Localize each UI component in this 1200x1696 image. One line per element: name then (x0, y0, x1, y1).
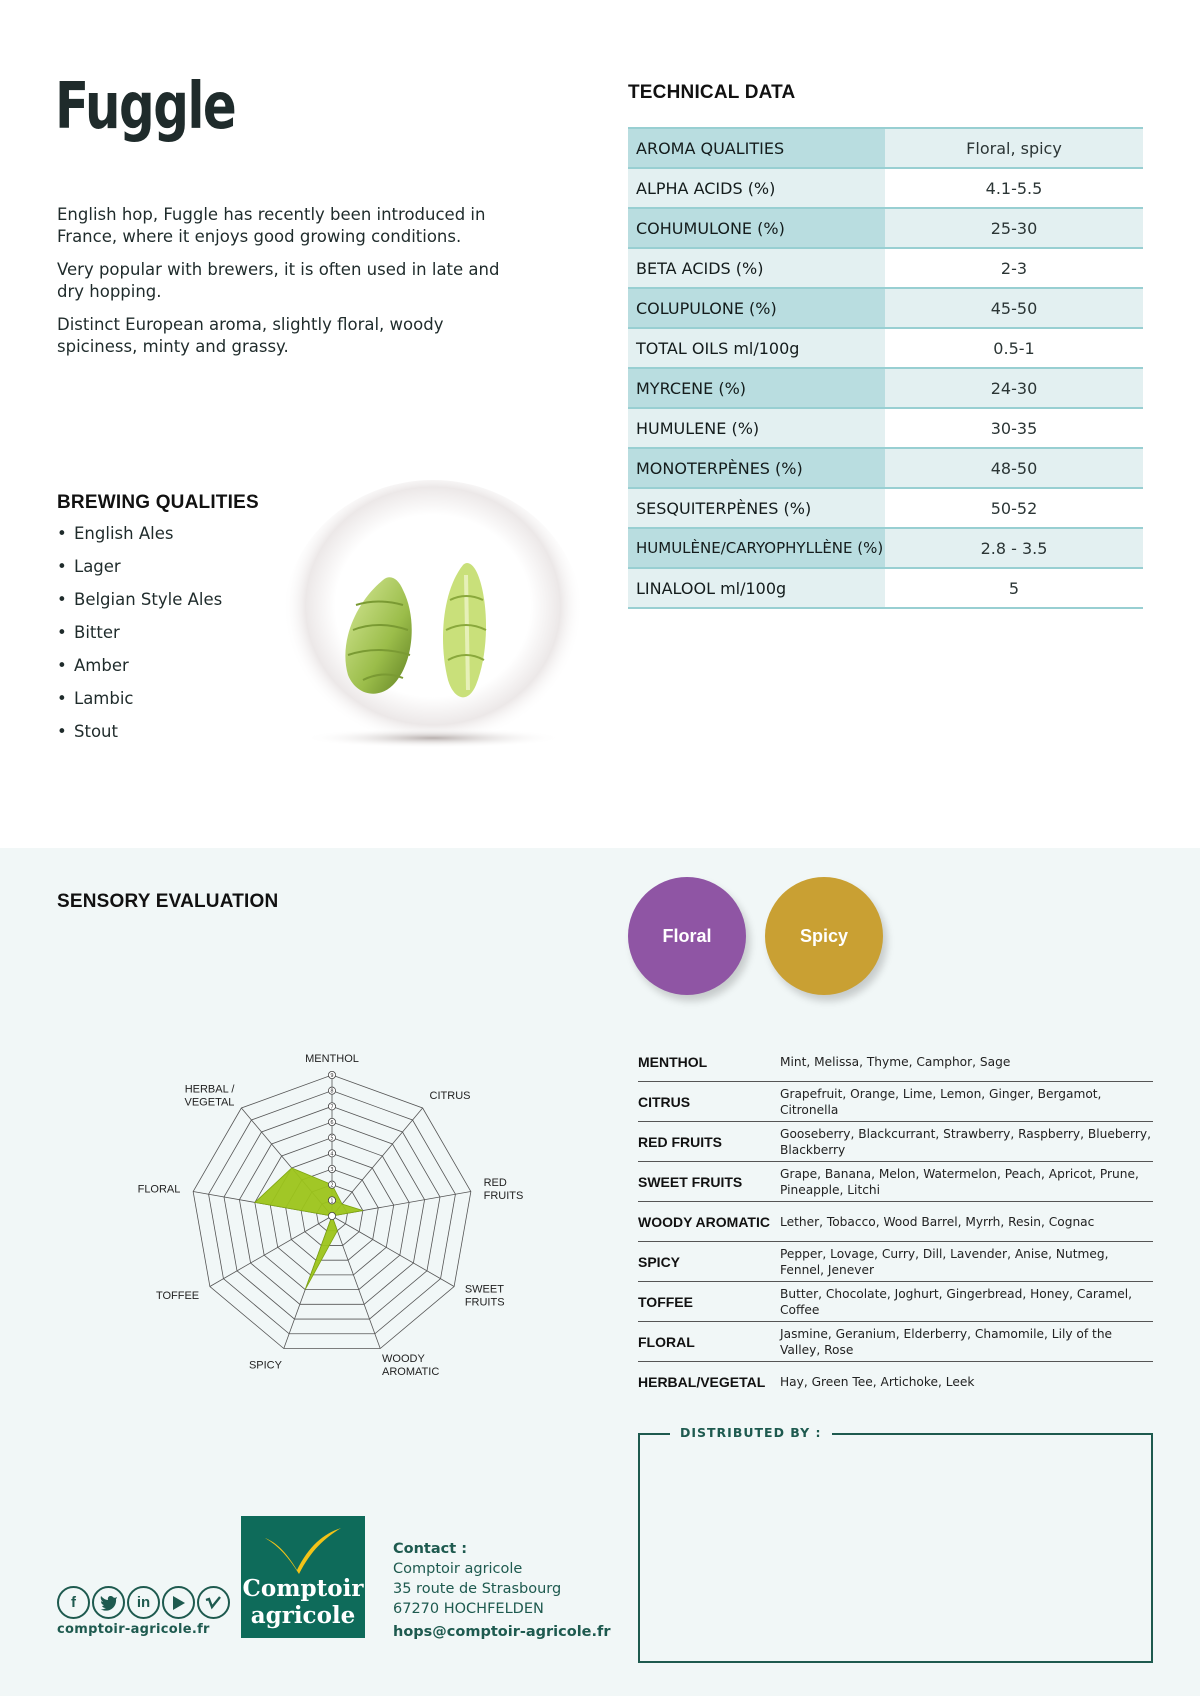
row-label: BETA ACIDS (%) (628, 248, 885, 288)
spicy-badge: Spicy (765, 877, 883, 995)
radar-axis-label: WOODY (382, 1352, 425, 1365)
intro-text (57, 204, 527, 369)
sensory-evaluation-title: SENSORY EVALUATION (57, 891, 279, 912)
table-row (628, 368, 1143, 408)
contact-name: Comptoir agricole (393, 1561, 523, 1577)
aroma-name: FLORAL (638, 1333, 695, 1350)
radar-axis-label: SWEET (464, 1283, 504, 1296)
radar-tick-label: 2 (330, 1182, 334, 1189)
row-label: COLUPULONE (%) (628, 288, 885, 328)
radar-tick-label: 3 (330, 1167, 334, 1173)
row-label: MYRCENE (%) (628, 368, 885, 408)
contact-city: 67270 HOCHFELDEN (393, 1601, 544, 1617)
aroma-desc: Mint, Melissa, Thyme, Camphor, Sage (780, 1054, 1011, 1069)
row-value: 2-3 (885, 248, 1143, 288)
aroma-name: SWEET FRUITS (638, 1173, 743, 1190)
row-value: 30-35 (885, 408, 1143, 448)
row-value: 48-50 (885, 448, 1143, 488)
table-row (628, 488, 1143, 528)
aroma-row (638, 1162, 1153, 1202)
radar-tick-label: 5 (330, 1135, 334, 1142)
aroma-desc: Jasmine, Geranium, Elderberry, Chamomile, Lily of the Valley, Rose (780, 1326, 1113, 1357)
website-link[interactable]: comptoir-agricole.fr (57, 1622, 210, 1637)
aroma-row (638, 1082, 1153, 1122)
aroma-row (638, 1042, 1153, 1082)
list-item: • Amber (57, 656, 129, 675)
aroma-row (638, 1362, 1153, 1402)
list-item: • Bitter (57, 623, 120, 642)
row-value: 45-50 (885, 288, 1143, 328)
table-row (628, 248, 1143, 288)
row-label: AROMA QUALITIES (628, 128, 885, 168)
aroma-list (638, 1042, 1153, 1402)
table-row (628, 168, 1143, 208)
logo-line-2: agricole (250, 1602, 356, 1629)
row-label: LINALOOL ml/100g (628, 568, 885, 608)
facebook-icon[interactable]: f (57, 1586, 90, 1619)
aroma-row (638, 1322, 1153, 1362)
aroma-desc: Hay, Green Tee, Artichoke, Leek (780, 1375, 975, 1389)
aroma-desc: Butter, Chocolate, Joghurt, Gingerbread, Honey, Caramel, Coffee (780, 1286, 1133, 1317)
linkedin-icon[interactable]: in (127, 1586, 160, 1619)
row-label: ALPHA ACIDS (%) (628, 168, 885, 208)
row-value: 24-30 (885, 368, 1143, 408)
brewing-qualities-title: BREWING QUALITIES (57, 492, 259, 513)
sensory-radar-chart (110, 1040, 570, 1400)
contact-email[interactable]: hops@comptoir-agricole.fr (393, 1624, 611, 1640)
table-row (628, 328, 1143, 368)
row-value: Floral, spicy (885, 128, 1143, 168)
technical-data-title: TECHNICAL DATA (628, 82, 796, 103)
radar-center-marker (328, 1212, 335, 1219)
row-value: 2.8 - 3.5 (885, 528, 1143, 568)
aroma-row (638, 1242, 1153, 1282)
social-links (57, 1586, 230, 1619)
radar-axis-label: FLORAL (137, 1183, 181, 1196)
aroma-desc: Lether, Tobacco, Wood Barrel, Myrrh, Resin, Cognac (780, 1214, 1095, 1229)
radar-axis-label: FRUITS (464, 1296, 505, 1309)
vimeo-icon[interactable] (197, 1586, 230, 1619)
radar-tick-label: 6 (330, 1120, 334, 1126)
radar-axis-label: FRUITS (483, 1190, 524, 1203)
list-item: • Lager (57, 557, 121, 576)
radar-axis-label: AROMATIC (382, 1365, 440, 1378)
youtube-icon[interactable] (162, 1586, 195, 1619)
aroma-row (638, 1202, 1153, 1242)
row-label: HUMULENE (%) (628, 408, 885, 448)
aroma-name: MENTHOL (638, 1053, 708, 1070)
radar-axis-label: VEGETAL (184, 1096, 235, 1109)
radar-axis-label: TOFFEE (155, 1290, 200, 1302)
twitter-icon[interactable] (92, 1586, 125, 1619)
radar-tick-label: 9 (330, 1073, 334, 1079)
radar-axis-label: SPICY (248, 1359, 282, 1372)
radar-spoke (210, 1216, 332, 1287)
row-value: 4.1-5.5 (885, 168, 1143, 208)
radar-spoke (332, 1216, 454, 1287)
aroma-row (638, 1122, 1153, 1162)
comptoir-agricole-logo (241, 1516, 365, 1638)
contact-title: Contact : (393, 1541, 468, 1557)
technical-data-table (628, 127, 1143, 609)
radar-data-area (255, 1168, 363, 1290)
row-label: SESQUITERPÈNES (%) (628, 488, 885, 528)
row-label: TOTAL OILS ml/100g (628, 328, 885, 368)
aroma-name: WOODY AROMATIC (638, 1213, 770, 1230)
contact-block (393, 1539, 611, 1642)
aroma-name: RED FRUITS (638, 1133, 722, 1150)
radar-tick-label: 7 (330, 1104, 334, 1111)
contact-street: 35 route de Strasbourg (393, 1581, 562, 1597)
intro-paragraph: Distinct European aroma, slightly floral, woody spiciness, minty and grassy. (57, 315, 444, 356)
radar-axis-label: HERBAL / (184, 1083, 235, 1096)
row-value: 25-30 (885, 208, 1143, 248)
table-row (628, 448, 1143, 488)
radar-axis-label: CITRUS (429, 1089, 471, 1102)
table-row (628, 128, 1143, 168)
table-row (628, 288, 1143, 328)
table-row (628, 528, 1143, 568)
floral-badge: Floral (628, 877, 746, 995)
table-row (628, 208, 1143, 248)
row-label: HUMULÈNE/CARYOPHYLLÈNE (%) (628, 528, 885, 568)
aroma-name: CITRUS (638, 1093, 691, 1110)
aroma-row (638, 1282, 1153, 1322)
aroma-desc: Grapefruit, Orange, Lime, Lemon, Ginger, Bergamot, Citronella (780, 1086, 1102, 1117)
list-item: • English Ales (57, 524, 174, 543)
distributed-by-box (638, 1425, 1153, 1663)
list-item: • Belgian Style Ales (57, 590, 223, 609)
radar-axis-label: RED (483, 1177, 507, 1190)
table-row (628, 568, 1143, 608)
aroma-desc: Grape, Banana, Melon, Watermelon, Peach, Apricot, Prune, Pineapple, Litchi (780, 1166, 1139, 1197)
row-value: 50-52 (885, 488, 1143, 528)
table-row (628, 408, 1143, 448)
distributed-by-label: DISTRIBUTED BY : (670, 1425, 832, 1440)
radar-tick-label: 8 (330, 1088, 334, 1095)
logo-line-1: Comptoir (242, 1575, 364, 1602)
row-label: COHUMULONE (%) (628, 208, 885, 248)
product-title: Fuggle (55, 70, 236, 144)
brewing-qualities-list (57, 524, 222, 755)
hop-cones-image (278, 480, 588, 770)
intro-paragraph: English hop, Fuggle has recently been introduced in France, where it enjoys good growing conditions. (57, 205, 486, 246)
radar-axis-label: MENTHOL (305, 1053, 359, 1065)
aroma-name: SPICY (638, 1253, 681, 1270)
radar-spoke (332, 1108, 423, 1216)
radar-tick-label: 4 (330, 1151, 334, 1158)
aroma-name: HERBAL/VEGETAL (638, 1374, 766, 1390)
aroma-desc: Gooseberry, Blackcurrant, Strawberry, Raspberry, Blueberry, Blackberry (780, 1126, 1151, 1157)
list-item: • Stout (57, 722, 118, 741)
row-value: 0.5-1 (885, 328, 1143, 368)
checkmark-icon (263, 1524, 343, 1576)
row-value: 5 (885, 568, 1143, 608)
aroma-name: TOFFEE (638, 1293, 693, 1310)
row-label: MONOTERPÈNES (%) (628, 448, 885, 488)
aroma-desc: Pepper, Lovage, Curry, Dill, Lavender, Anise, Nutmeg, Fennel, Jenever (780, 1246, 1109, 1277)
radar-tick-label: 1 (330, 1198, 334, 1205)
intro-paragraph: Very popular with brewers, it is often used in late and dry hopping. (57, 260, 500, 301)
list-item: • Lambic (57, 689, 134, 708)
